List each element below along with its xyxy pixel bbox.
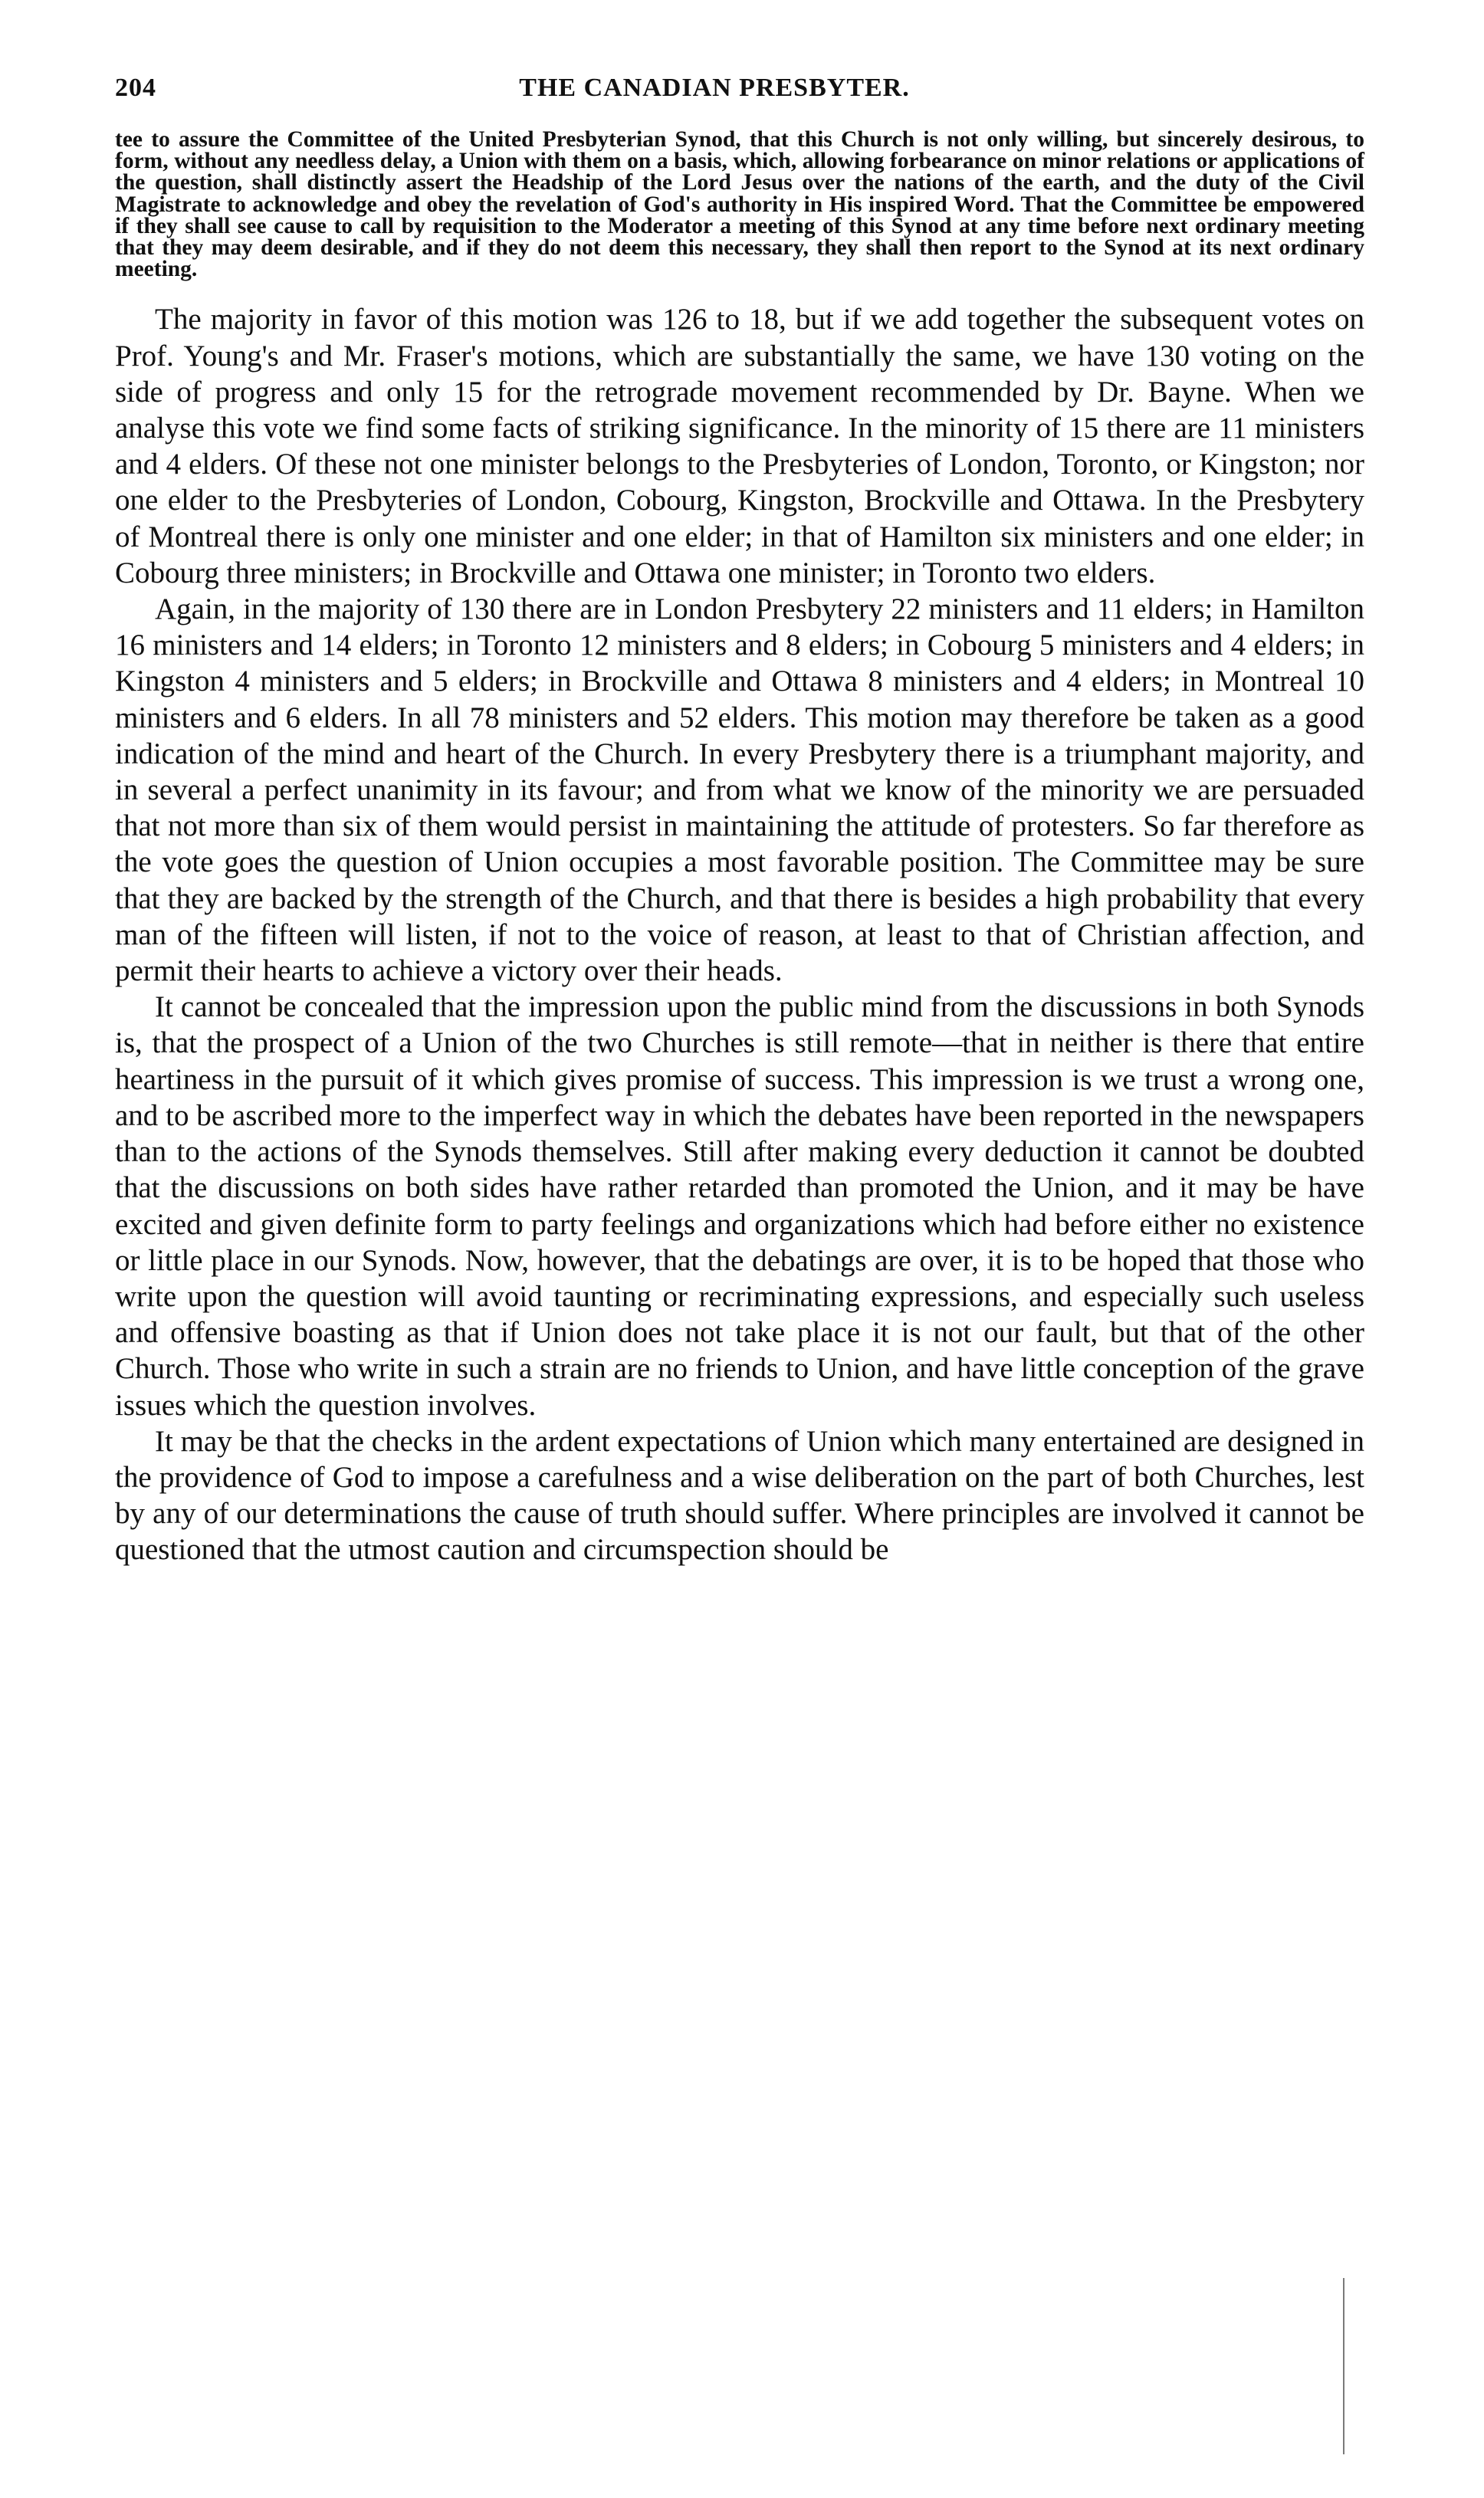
paragraph-providence: It may be that the checks in the ardent expectations of Union which many entertained are designed in the providence of God to impose a carefulness and a wise deliberation on the part of both Churches, lest by any of our determinations the cause of truth should suffer. Where principles are involved it cannot be questioned that the utmost caution and circumspection should be — [115, 1424, 1364, 1567]
paragraph-majority-breakdown: Again, in the majority of 130 there are in London Presbytery 22 ministers and 11 elders; in Hamilton 16 ministers and 14 elders; in Toronto 12 ministers and 8 elders; in Cobourg 5 ministers and 4 elders; in Kingston 4 ministers and 5 elders; in Brockville and Ottawa 8 ministers and 4 elders; in Montreal 10 ministers and 6 elders. In all 78 ministers and 52 elders. This motion may therefore be taken as a good indication of the mind and heart of the Church. In every Presbytery there is a triumphant majority, and in several a perfect unanimity in its favour; and from what we know of the minority we are persuaded that not more than six of them would persist in maintaining the attitude of protesters. So far therefore as the vote goes the question of Union occupies a most favorable position. The Committee may be sure that they are backed by the strength of the Church, and that there is besides a high probability that every man of the fifteen will listen, if not to the voice of reason, at least to that of Christian affection, and permit their hearts to achieve a victory over their heads. — [115, 592, 1364, 988]
resolution-paragraph: tee to assure the Committee of the United Presbyterian Synod, that this Church is not only willing, but sincerely desirous, to form, without any needless delay, a Union with them on a basis, which, allowing forbearance on minor relations or applications of the question, shall distinctly assert the Headship of the Lord Jesus over the nations of the earth, and the duty of the Civil Magistrate to acknowledge and obey the revelation of God's authority in His inspired Word. That the Committee be empowered if they shall see cause to call by requisition to the Moderator a meeting of this Synod at any time before next ordinary meeting that they may deem desirable, and if they do not deem this necessary, they shall then report to the Synod at its next ordinary meeting. — [115, 127, 1364, 282]
paragraph-vote-analysis: The majority in favor of this motion was 126 to 18, but if we add together the subsequent votes on Prof. Young's and Mr. Fraser's motions, which are substantially the same, we have 130 voting on the side of progress and only 15 for the retrograde movement recommended by Dr. Bayne. When we analyse this vote we find some facts of striking significance. In the minority of 15 there are 11 ministers and 4 elders. Of these not one minister belongs to the Presbyteries of London, Toronto, or Kingston; nor one elder to the Presbyteries of London, Cobourg, Kingston, Brockville and Ottawa. In the Presbytery of Montreal there is only one minister and one elder; in that of Hamilton six ministers and one elder; in Cobourg three ministers; in Brockville and Ottawa one minister; in Toronto two elders. — [115, 303, 1364, 589]
page — [115, 74, 1364, 1568]
paragraph-public-impression: It cannot be concealed that the impression upon the public mind from the discussions in both Synods is, that the prospect of a Union of the two Churches is still remote—that in neither is there that entire heartiness in the pursuit of it which gives promise of success. This impression is we trust a wrong one, and to be ascribed more to the imperfect way in which the debates have been reported in the newspapers than to the actions of the Synods themselves. Still after making every deduction it cannot be doubted that the discussions on both sides have rather retarded than promoted the Union, and it may be have excited and given definite form to party feelings and organizations which had before either no existence or little place in our Synods. Now, however, that the debatings are over, it is to be hoped that those who write upon the question will avoid taunting or recriminating expressions, and especially such useless and offensive boasting as that if Union does not take place it is not our fault, but that of the other Church. Those who write in such a strain are no friends to Union, and have little conception of the grave issues which the question involves. — [115, 990, 1364, 1422]
page-number: 204 — [115, 74, 156, 102]
running-head — [115, 74, 1364, 115]
resolution-text — [115, 129, 1364, 280]
journal-title: THE CANADIAN PRESBYTER. — [519, 74, 910, 102]
margin-scan-mark — [1343, 2278, 1344, 2454]
article-body — [115, 301, 1364, 1567]
